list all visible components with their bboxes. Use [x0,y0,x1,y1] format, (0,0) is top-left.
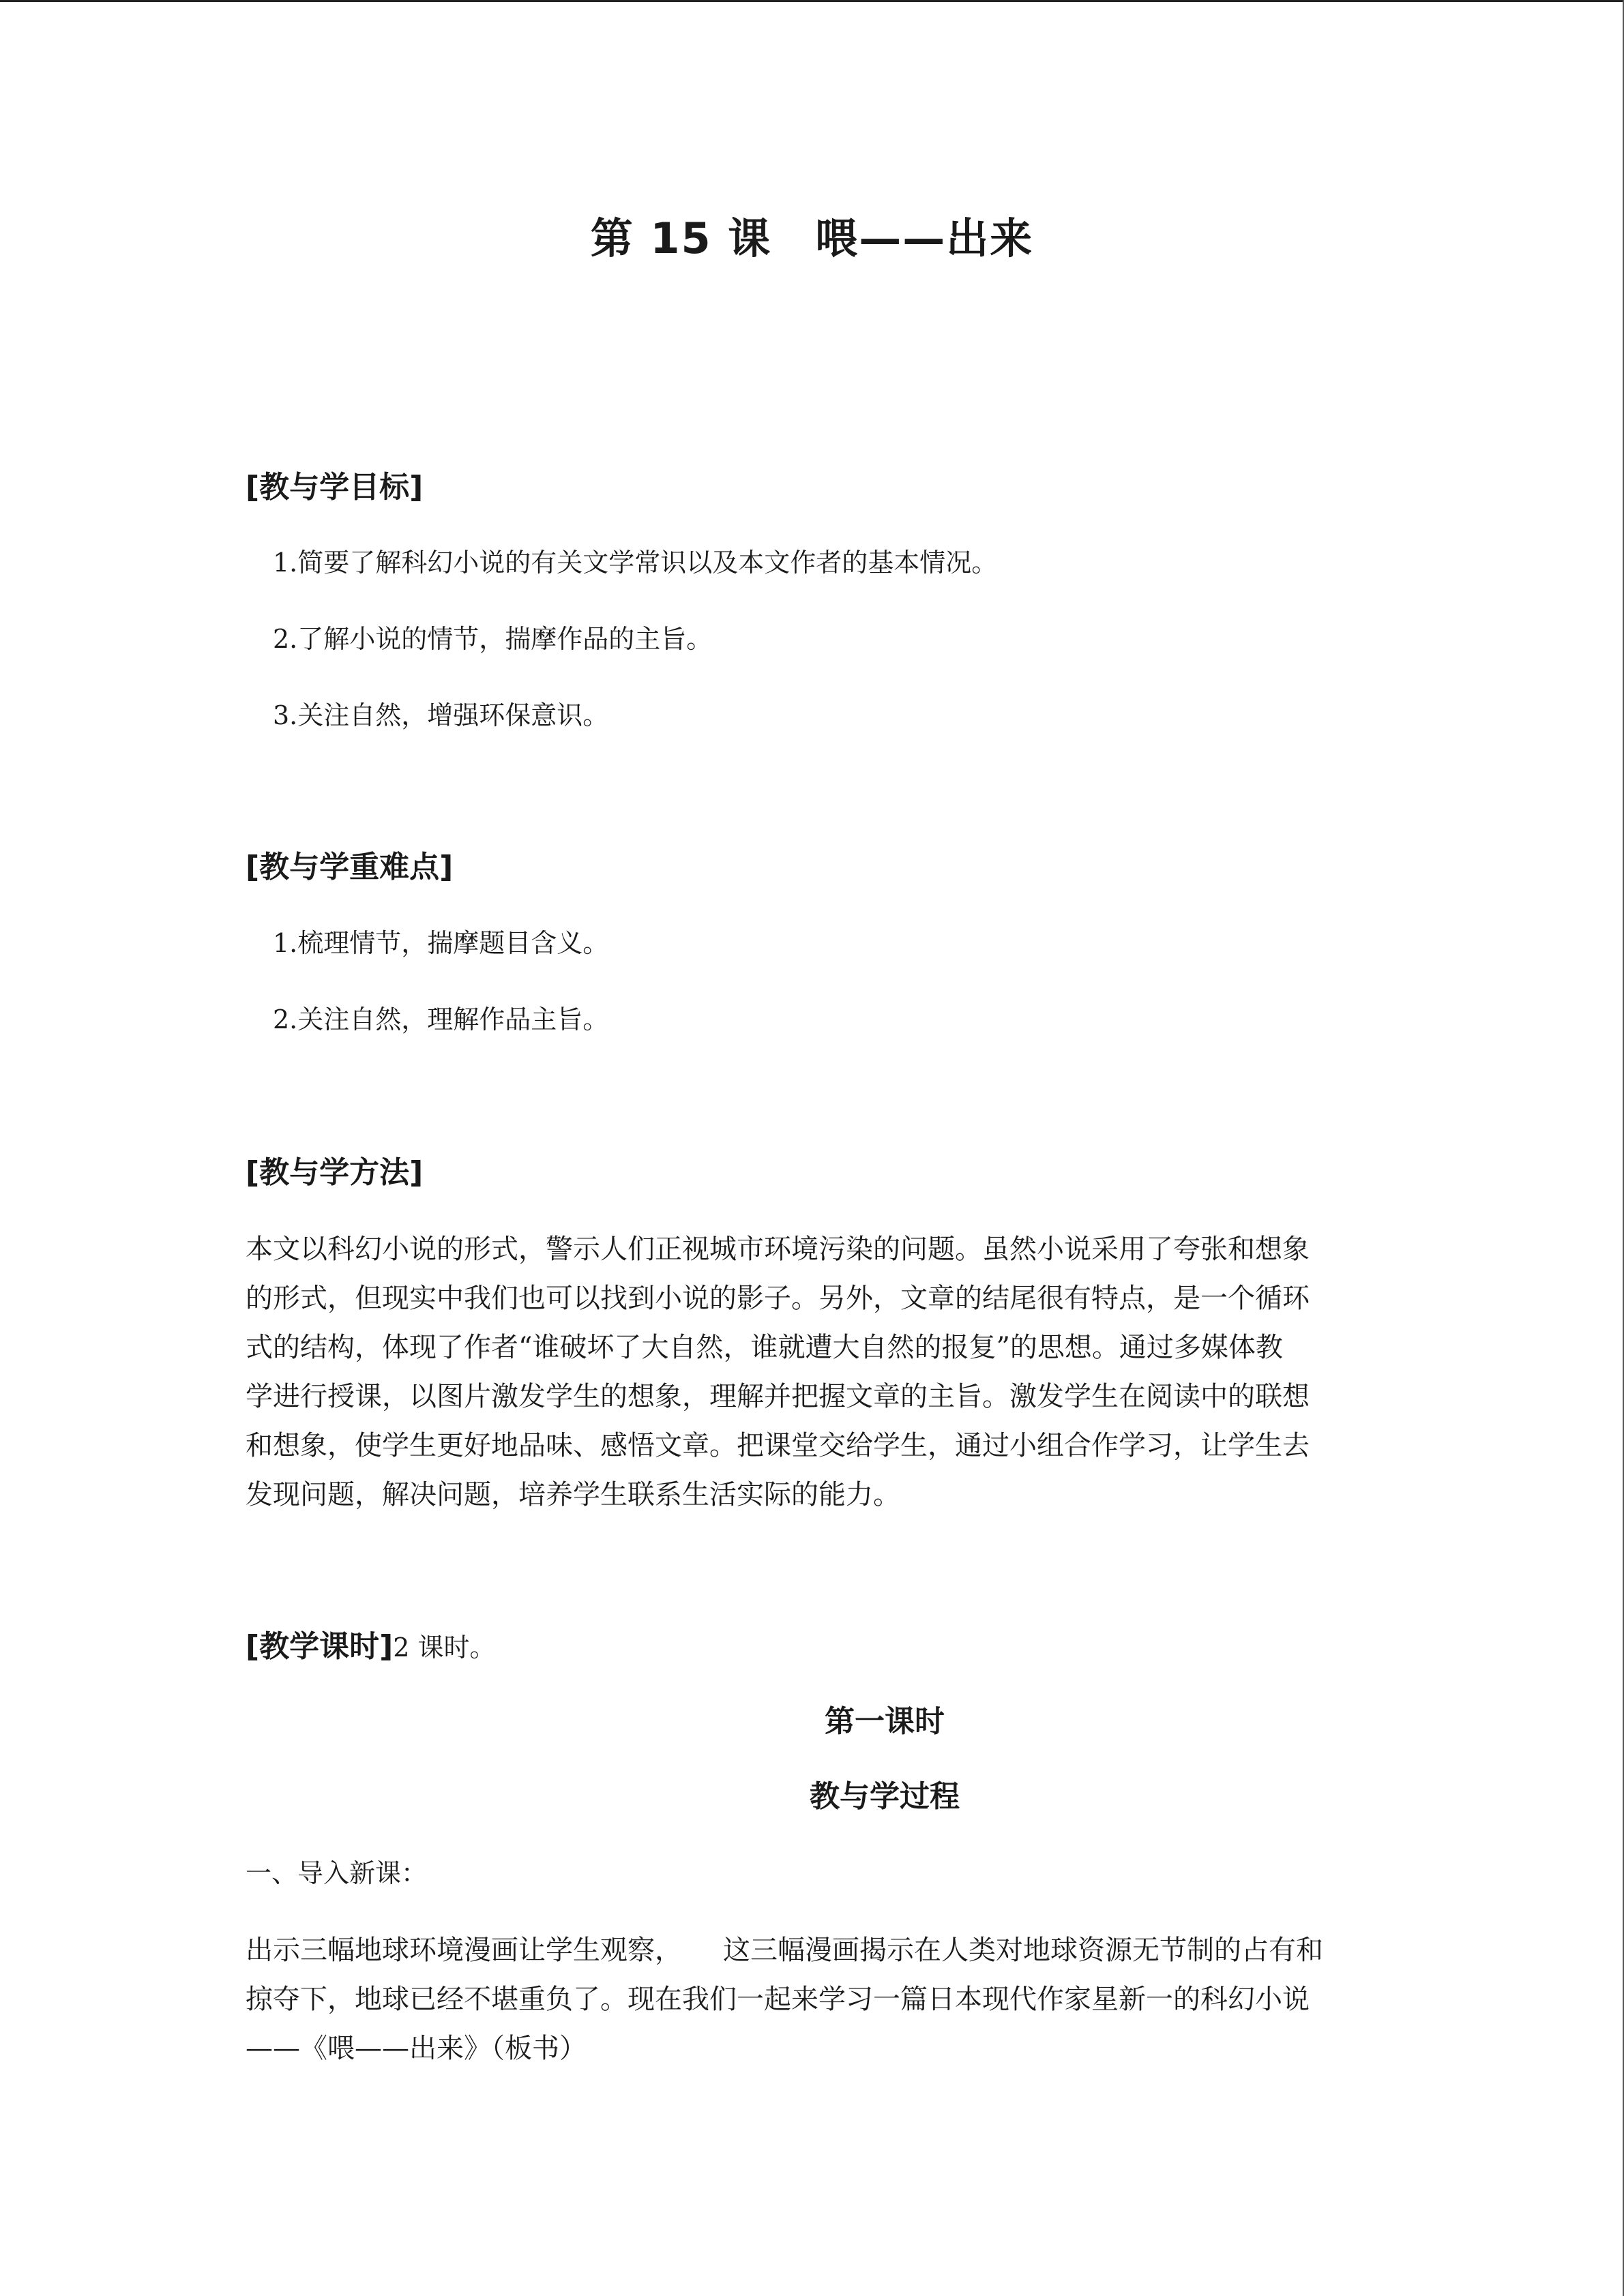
key-points-item: 2.关注自然，理解作品主旨。 [273,1004,609,1034]
key-points-item: 1.梳理情节，揣摩题目含义。 [273,928,609,958]
goals-item: 2.了解小说的情节，揣摩作品的主旨。 [273,624,713,654]
methods-line: 式的结构，体现了作者“谁破坏了大自然，谁就遭大自然的报复”的思想。通过多媒体教 [246,1332,1283,1363]
goals-item: 3.关注自然，增强环保意识。 [273,700,609,730]
lesson-one-heading: 第一课时 [825,1704,945,1739]
hours-line [246,1623,495,1671]
hours-value: 2 课时。 [393,1632,496,1663]
page-top-border [0,0,1624,2]
methods-line: 的形式，但现实中我们也可以找到小说的影子。另外，文章的结尾很有特点，是一个循环 [246,1283,1310,1314]
document-title: 第 15 课 喂——出来 [590,213,1034,263]
lesson-one-subheading: 教与学过程 [810,1779,960,1814]
methods-line: 本文以科幻小说的形式，警示人们正视城市环境污染的问题。虽然小说采用了夸张和想象 [246,1234,1310,1265]
goals-item: 1.简要了解科幻小说的有关文学常识以及本文作者的基本情况。 [273,548,998,578]
goals-heading: [教与学目标] [246,470,424,505]
lesson-one-paragraph [246,1926,1381,2073]
methods-line: 学进行授课，以图片激发学生的想象，理解并把握文章的主旨。激发学生在阅读中的联想 [246,1381,1310,1412]
methods-heading: [教与学方法] [246,1155,424,1190]
key-points-heading: [教与学重难点] [246,850,454,884]
lesson-one-step-label: 一、导入新课： [246,1858,428,1888]
methods-line: 发现问题，解决问题，培养学生联系生活实际的能力。 [246,1479,900,1510]
methods-line: 和想象，使学生更好地品味、感悟文章。把课堂交给学生，通过小组合作学习，让学生去 [246,1430,1310,1461]
hours-heading: [教学课时] [246,1629,394,1664]
lesson-one-line: ——《喂——出来》（板书） [246,2033,587,2064]
lesson-one-line: 出示三幅地球环境漫画让学生观察， 这三幅漫画揭示在人类对地球资源无节制的占有和 [246,1935,1323,1966]
methods-paragraph [246,1225,1381,1519]
lesson-one-line: 掠夺下，地球已经不堪重负了。现在我们一起来学习一篇日本现代作家星新一的科幻小说 [246,1984,1310,2015]
